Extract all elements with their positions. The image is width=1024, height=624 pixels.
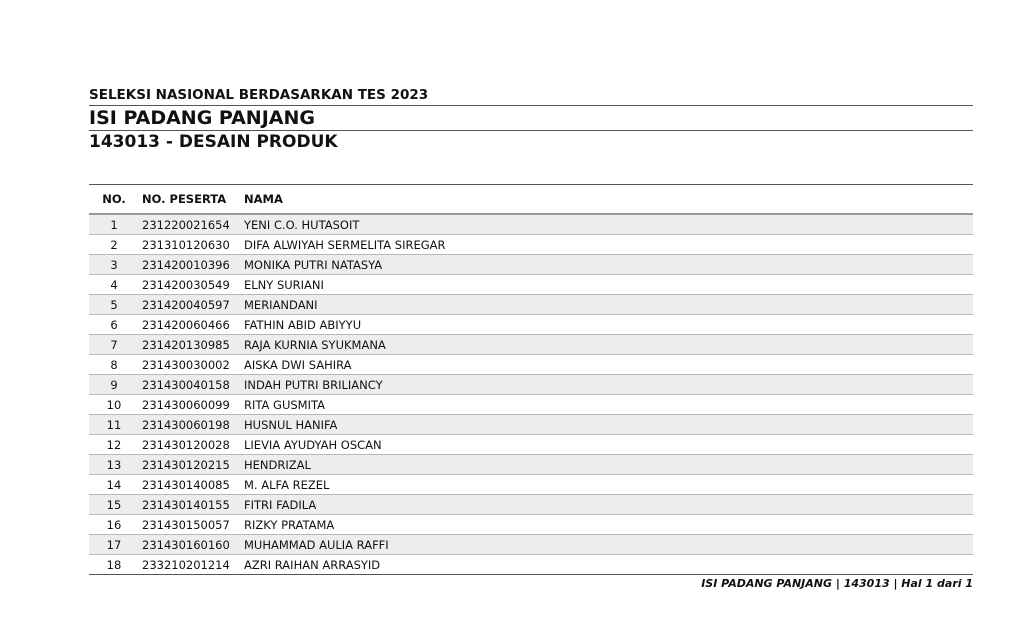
cell-nama: FATHIN ABID ABIYYU [241,315,973,335]
cell-no: 8 [89,355,139,375]
cell-nama: M. ALFA REZEL [241,475,973,495]
cell-peserta: 231430060099 [139,395,241,415]
cell-nama: LIEVIA AYUDYAH OSCAN [241,435,973,455]
cell-nama: AZRI RAIHAN ARRASYID [241,555,973,575]
table-row [89,235,973,255]
cell-no: 4 [89,275,139,295]
cell-no: 15 [89,495,139,515]
cell-peserta: 231430120028 [139,435,241,455]
cell-nama: YENI C.O. HUTASOIT [241,214,973,235]
cell-no: 14 [89,475,139,495]
cell-peserta: 231420060466 [139,315,241,335]
cell-no: 5 [89,295,139,315]
cell-peserta: 231420010396 [139,255,241,275]
cell-nama: INDAH PUTRI BRILIANCY [241,375,973,395]
cell-nama: AISKA DWI SAHIRA [241,355,973,375]
table-row [89,435,973,455]
table-row [89,515,973,535]
cell-no: 18 [89,555,139,575]
cell-no: 2 [89,235,139,255]
cell-peserta: 231430120215 [139,455,241,475]
cell-no: 1 [89,214,139,235]
table-row [89,395,973,415]
institution-title: ISI PADANG PANJANG [89,106,973,131]
participants-table-wrapper [89,184,973,575]
cell-no: 12 [89,435,139,455]
cell-no: 17 [89,535,139,555]
selection-title: SELEKSI NASIONAL BERDASARKAN TES 2023 [89,86,973,106]
table-row [89,255,973,275]
table-row [89,355,973,375]
cell-nama: RIZKY PRATAMA [241,515,973,535]
column-header-peserta: NO. PESERTA [142,192,227,206]
participants-table [89,184,973,575]
cell-nama: MUHAMMAD AULIA RAFFI [241,535,973,555]
cell-no: 7 [89,335,139,355]
table-row [89,535,973,555]
cell-peserta: 231430040158 [139,375,241,395]
cell-peserta: 231430160160 [139,535,241,555]
cell-nama: MONIKA PUTRI NATASYA [241,255,973,275]
table-row [89,555,973,575]
cell-no: 3 [89,255,139,275]
table-row [89,475,973,495]
cell-no: 13 [89,455,139,475]
cell-peserta: 231430030002 [139,355,241,375]
table-row [89,455,973,475]
cell-no: 11 [89,415,139,435]
table-row [89,415,973,435]
table-row [89,214,973,235]
column-header-nama: NAMA [244,192,283,206]
table-row [89,295,973,315]
cell-nama: MERIANDANI [241,295,973,315]
table-row [89,495,973,515]
cell-peserta: 231430060198 [139,415,241,435]
program-title: 143013 - DESAIN PRODUK [89,132,338,152]
cell-nama: FITRI FADILA [241,495,973,515]
cell-peserta: 231430150057 [139,515,241,535]
cell-peserta: 231420130985 [139,335,241,355]
table-header-row [89,185,973,215]
cell-peserta: 231420030549 [139,275,241,295]
cell-no: 16 [89,515,139,535]
cell-no: 9 [89,375,139,395]
cell-peserta: 231220021654 [139,214,241,235]
cell-no: 6 [89,315,139,335]
table-row [89,275,973,295]
cell-peserta: 231420040597 [139,295,241,315]
cell-nama: RAJA KURNIA SYUKMANA [241,335,973,355]
table-body [89,214,973,575]
table-row [89,335,973,355]
cell-no: 10 [89,395,139,415]
page-footer: ISI PADANG PANJANG | 143013 | Hal 1 dari 1 [701,577,973,590]
cell-nama: RITA GUSMITA [241,395,973,415]
cell-peserta: 233210201214 [139,555,241,575]
table-row [89,375,973,395]
table-row [89,315,973,335]
cell-nama: HENDRIZAL [241,455,973,475]
cell-peserta: 231430140085 [139,475,241,495]
cell-nama: DIFA ALWIYAH SERMELITA SIREGAR [241,235,973,255]
cell-nama: HUSNUL HANIFA [241,415,973,435]
cell-peserta: 231310120630 [139,235,241,255]
cell-peserta: 231430140155 [139,495,241,515]
cell-nama: ELNY SURIANI [241,275,973,295]
column-header-no: NO. [102,192,126,206]
document-page [89,86,973,572]
